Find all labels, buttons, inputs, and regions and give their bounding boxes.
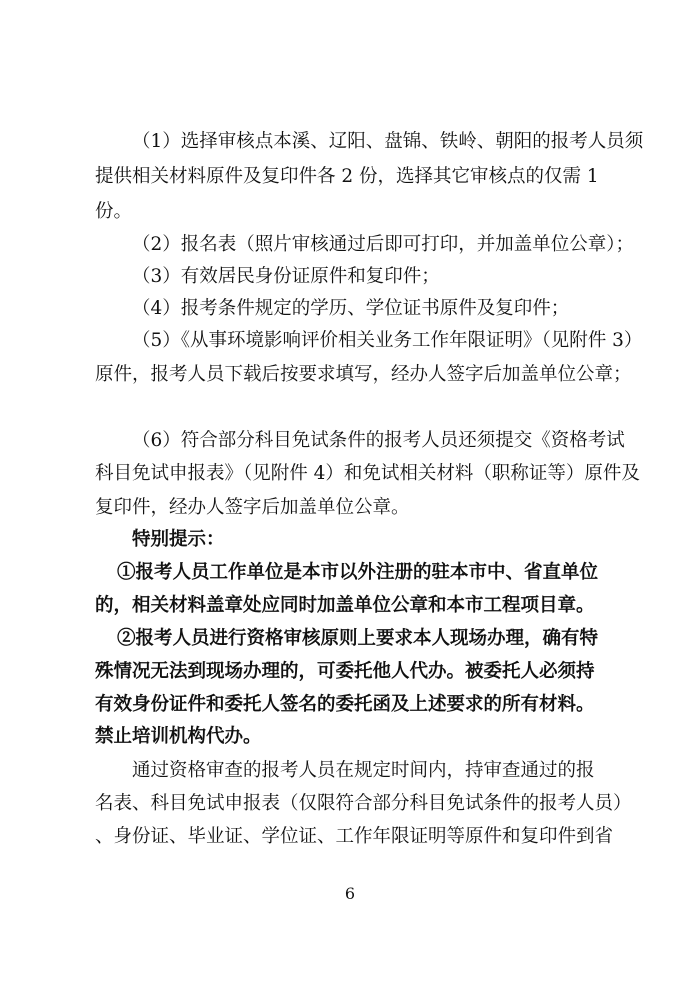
para-item-6-line-1: （6）符合部分科目免试条件的报考人员还须提交《资格考试 — [132, 430, 625, 451]
page-number: 6 — [344, 884, 356, 903]
para-final-line-2: 名表、科目免试申报表（仅限符合部分科目免试条件的报考人员） — [95, 793, 632, 814]
notice-2-line-2: 殊情况无法到现场办理的，可委托他人代办。被委托人必须持 — [95, 661, 595, 682]
para-item-6-line-3: 复印件，经办人签字后加盖单位公章。 — [95, 497, 410, 518]
para-final-line-1: 通过资格审查的报考人员在规定时间内，持审查通过的报 — [132, 760, 595, 781]
para-item-2: （2）报名表（照片审核通过后即可打印，并加盖单位公章）； — [132, 234, 635, 255]
para-item-1-line-2: 提供相关材料原件及复印件各 2 份，选择其它审核点的仅需 1 — [95, 166, 599, 187]
para-item-4: （4）报考条件规定的学历、学位证书原件及复印件； — [132, 298, 570, 319]
para-item-1-line-1: （1）选择审核点本溪、辽阳、盘锦、铁岭、朝阳的报考人员须 — [132, 131, 644, 152]
para-item-5-line-2: 原件，报考人员下载后按要求填写，经办人签字后加盖单位公章； — [95, 364, 632, 385]
para-item-1-line-3: 份。 — [95, 201, 133, 222]
notice-1-line-2: 的，相关材料盖章处应同时加盖单位公章和本市工程项目章。 — [95, 595, 595, 616]
notice-2-line-4: 禁止培训机构代办。 — [95, 726, 262, 747]
para-final-line-3: 、身份证、毕业证、学位证、工作年限证明等原件和复印件到省 — [95, 826, 614, 847]
para-item-5-line-1: （5）《从事环境影响评价相关业务工作年限证明》（见附件 3） — [132, 330, 643, 351]
para-item-6-line-2: 科目免试申报表》（见附件 4）和免试相关材料（职称证等）原件及 — [95, 463, 640, 484]
notice-2-line-1: ②报考人员进行资格审核原则上要求本人现场办理，确有特 — [117, 628, 599, 649]
special-notice-heading: 特别提示： — [132, 529, 225, 550]
notice-1-line-1: ①报考人员工作单位是本市以外注册的驻本市中、省直单位 — [117, 562, 599, 583]
para-item-3: （3）有效居民身份证原件和复印件； — [132, 266, 440, 287]
notice-2-line-3: 有效身份证件和委托人签名的委托函及上述要求的所有材料。 — [95, 694, 595, 715]
